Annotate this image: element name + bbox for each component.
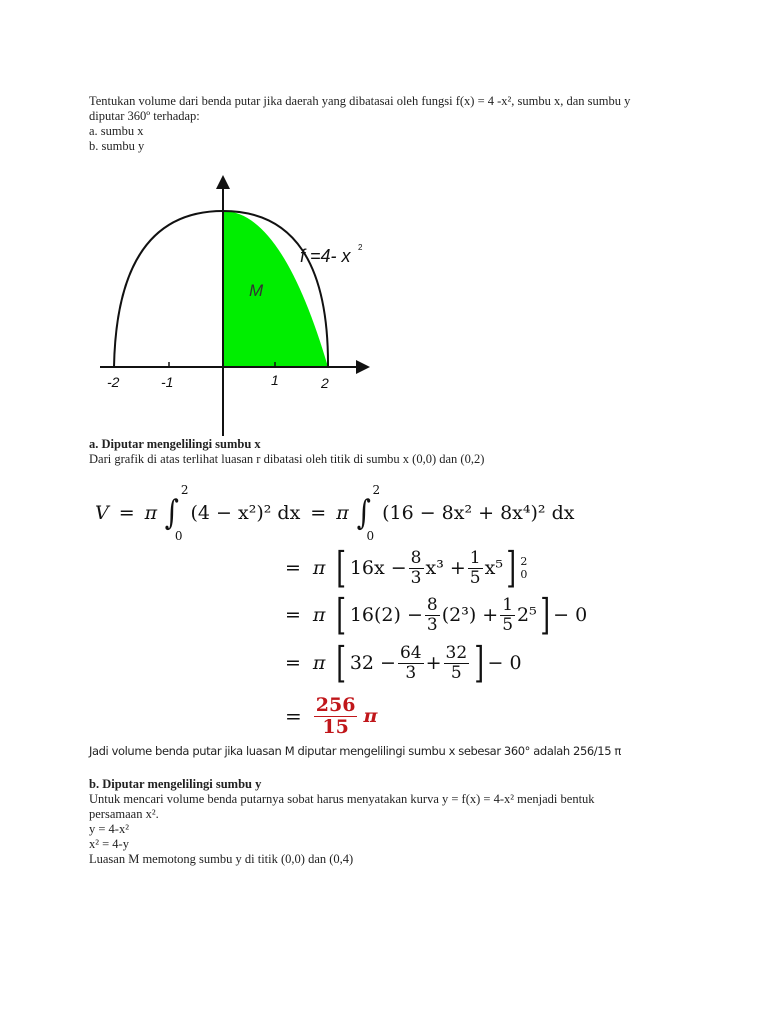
region-m (223, 211, 328, 367)
formula-line-1: V = π ∫ 2 0 (4 − x²)² dx = π ∫ 2 0 (16 − 8x² + 8x⁴)² dx (95, 483, 575, 543)
problem-line-1: Tentukan volume dari benda putar jika daerah yang dibatasai oleh fungsi f(x) = 4 -x², sumbu x, dan sumbu y (89, 94, 631, 108)
formula-line-2: = π [ 16x − $\frac{8}{3}$ x³ + $\frac{1}{5}$ x⁵ ] 2 0 (285, 543, 528, 592)
region-label: M (249, 281, 264, 300)
part-b-text-3: Luasan M memotong sumbu y di titik (0,0) dan (0,4) (89, 852, 354, 866)
option-a: a. sumbu x (89, 124, 144, 138)
part-a-heading: a. Diputar mengelilingi sumbu x (89, 437, 261, 451)
part-a-conclusion: Jadi volume benda putar jika luasan M diputar mengelilingi sumbu x sebesar 360° adalah 256/15 π (89, 744, 621, 758)
problem-line-2: diputar 360º terhadap: (89, 109, 200, 123)
part-a-text: Dari grafik di atas terlihat luasan r dibatasi oleh titik di sumbu x (0,0) dan (0,2) (89, 452, 485, 466)
tick-neg2: -2 (107, 374, 120, 390)
tick-1: 1 (271, 372, 279, 388)
part-b-text-2: persamaan x². (89, 807, 159, 821)
option-b: b. sumbu y (89, 139, 145, 153)
parabola-graph (100, 165, 390, 440)
tick-neg1: -1 (161, 374, 174, 390)
tick-2: 2 (321, 375, 329, 391)
part-b-heading: b. Diputar mengelilingi sumbu y (89, 777, 262, 791)
y-axis-arrow-icon (216, 175, 230, 189)
part-b-eq-2: x² = 4-y (89, 837, 129, 851)
formula-line-4: = π [ 32 − $\frac{64}{3}$ + $\frac{32}{5}$ ] − 0 (285, 638, 522, 687)
curve-label: f =4- x (300, 246, 351, 266)
part-b-eq-1: y = 4-x² (89, 822, 129, 836)
curve-label-sup: 2 (358, 243, 363, 252)
formula-line-3: = π [ 16(2) − $\frac{8}{3}$ (2³) + $\frac{1}{5}$ 2⁵ ] − 0 (285, 590, 588, 639)
formula-result: = $\frac{256}{15}$ π (285, 693, 378, 738)
part-b-text-1: Untuk mencari volume benda putarnya sobat harus menyatakan kurva y = f(x) = 4-x² menjadi bentuk (89, 792, 595, 806)
x-axis-arrow-icon (356, 360, 370, 374)
